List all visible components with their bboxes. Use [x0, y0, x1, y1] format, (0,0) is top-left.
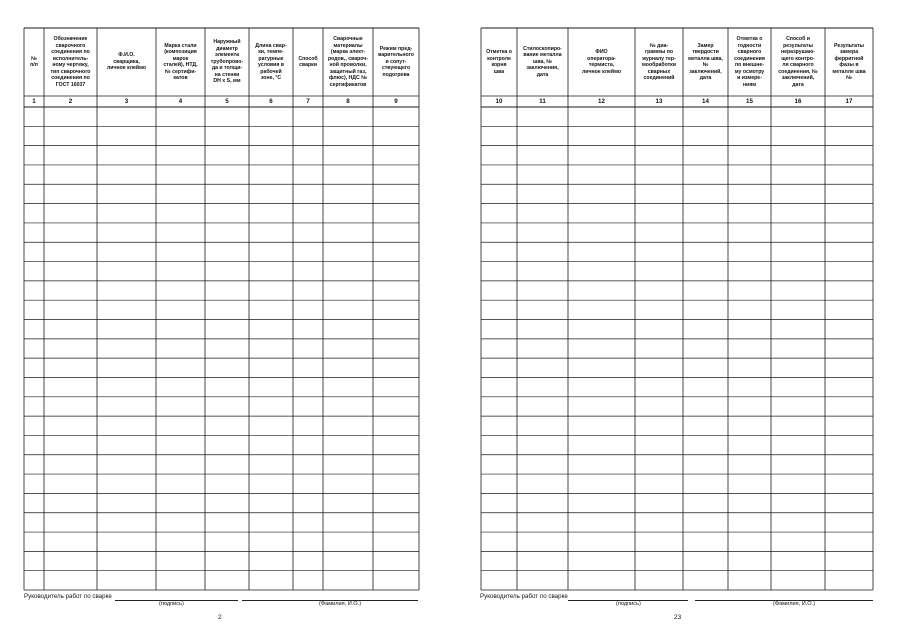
- column-header-15: Отметка о годности сварного соединения по внешне- му осмотру и измере- ниям: [734, 36, 765, 88]
- column-number-15: 15: [746, 98, 753, 105]
- column-number-3: 3: [124, 98, 129, 105]
- right-page-number: 23: [674, 614, 682, 621]
- right-footer-label: Руководитель работ по сварке: [480, 593, 568, 600]
- left-page-number: 2: [218, 614, 222, 621]
- column-number-6: 6: [269, 98, 273, 105]
- column-header-17: Результаты замера ферритной фазы в металле шва №: [832, 42, 866, 81]
- column-header-11: Стилоскопиро- вание металла шва, № заключения, дата: [523, 45, 562, 78]
- column-header-5: Наружный диаметр элемента трубопрово- да и толщи- на стенки DH x S, мм: [210, 39, 244, 85]
- column-header-6: Длина свар- ки, темпе- ратурные условия в рабочей зоне, °С: [255, 42, 287, 81]
- column-number-13: 13: [655, 98, 663, 105]
- column-header-14: Замер твердости металла шва, № заключений, дата: [688, 42, 723, 81]
- column-number-5: 5: [225, 98, 229, 105]
- column-number-10: 10: [495, 98, 503, 105]
- column-header-16: Способ и результаты неразрушаю- щего контро- ля сварного соединения, № заключений, дата: [778, 36, 818, 88]
- left-footer-label: Руководитель работ по сварке: [24, 593, 112, 600]
- column-number-1: 1: [32, 98, 36, 105]
- column-number-14: 14: [702, 98, 709, 105]
- column-number-11: 11: [539, 98, 546, 105]
- column-header-4: Марка стали (композиция марок сталей), НТД, № сертифи- катов: [163, 42, 198, 81]
- column-number-8: 8: [346, 98, 350, 105]
- column-header-12: ФИО оператора- термиста, личное клеймо: [581, 49, 622, 75]
- column-number-7: 7: [306, 98, 310, 105]
- column-number-16: 16: [794, 98, 802, 105]
- column-header-13: № диа- граммы по журналу тер- мообработки сварных соединений: [642, 42, 676, 81]
- column-header-2: Обозначение сварочного соединения по исполнитель- ному чертежу, тип сварочного соединения по ГОСТ 16037: [50, 36, 91, 88]
- column-header-3: Ф.И.О. сварщика, личное клеймо: [106, 52, 147, 72]
- right-name-caption: (Фамилия, И.О.): [773, 601, 816, 607]
- left-name-caption: (Фамилия, И.О.): [319, 601, 362, 607]
- column-header-8: Сварочные материалы (марка элект- родов,, свароч- ной проволки, защитный газ, флюс), НДС № сертификатов: [327, 36, 369, 88]
- left-sign-caption: (подпись): [159, 601, 184, 607]
- column-number-17: 17: [845, 98, 853, 105]
- right-sign-caption: (подпись): [616, 601, 641, 607]
- column-number-12: 12: [598, 98, 605, 105]
- column-number-9: 9: [394, 98, 398, 105]
- column-header-9: Режим пред- варительного и сопут- ствующего подогрева: [378, 45, 414, 78]
- column-header-7: Способ сварки: [298, 55, 318, 68]
- column-header-10: Отметка о контроле корня шва: [486, 49, 512, 75]
- column-number-2: 2: [68, 98, 73, 105]
- column-header-1: № п/п: [30, 55, 38, 68]
- right-table-grid: [450, 0, 900, 636]
- right-page: [450, 0, 900, 636]
- column-number-4: 4: [178, 98, 183, 105]
